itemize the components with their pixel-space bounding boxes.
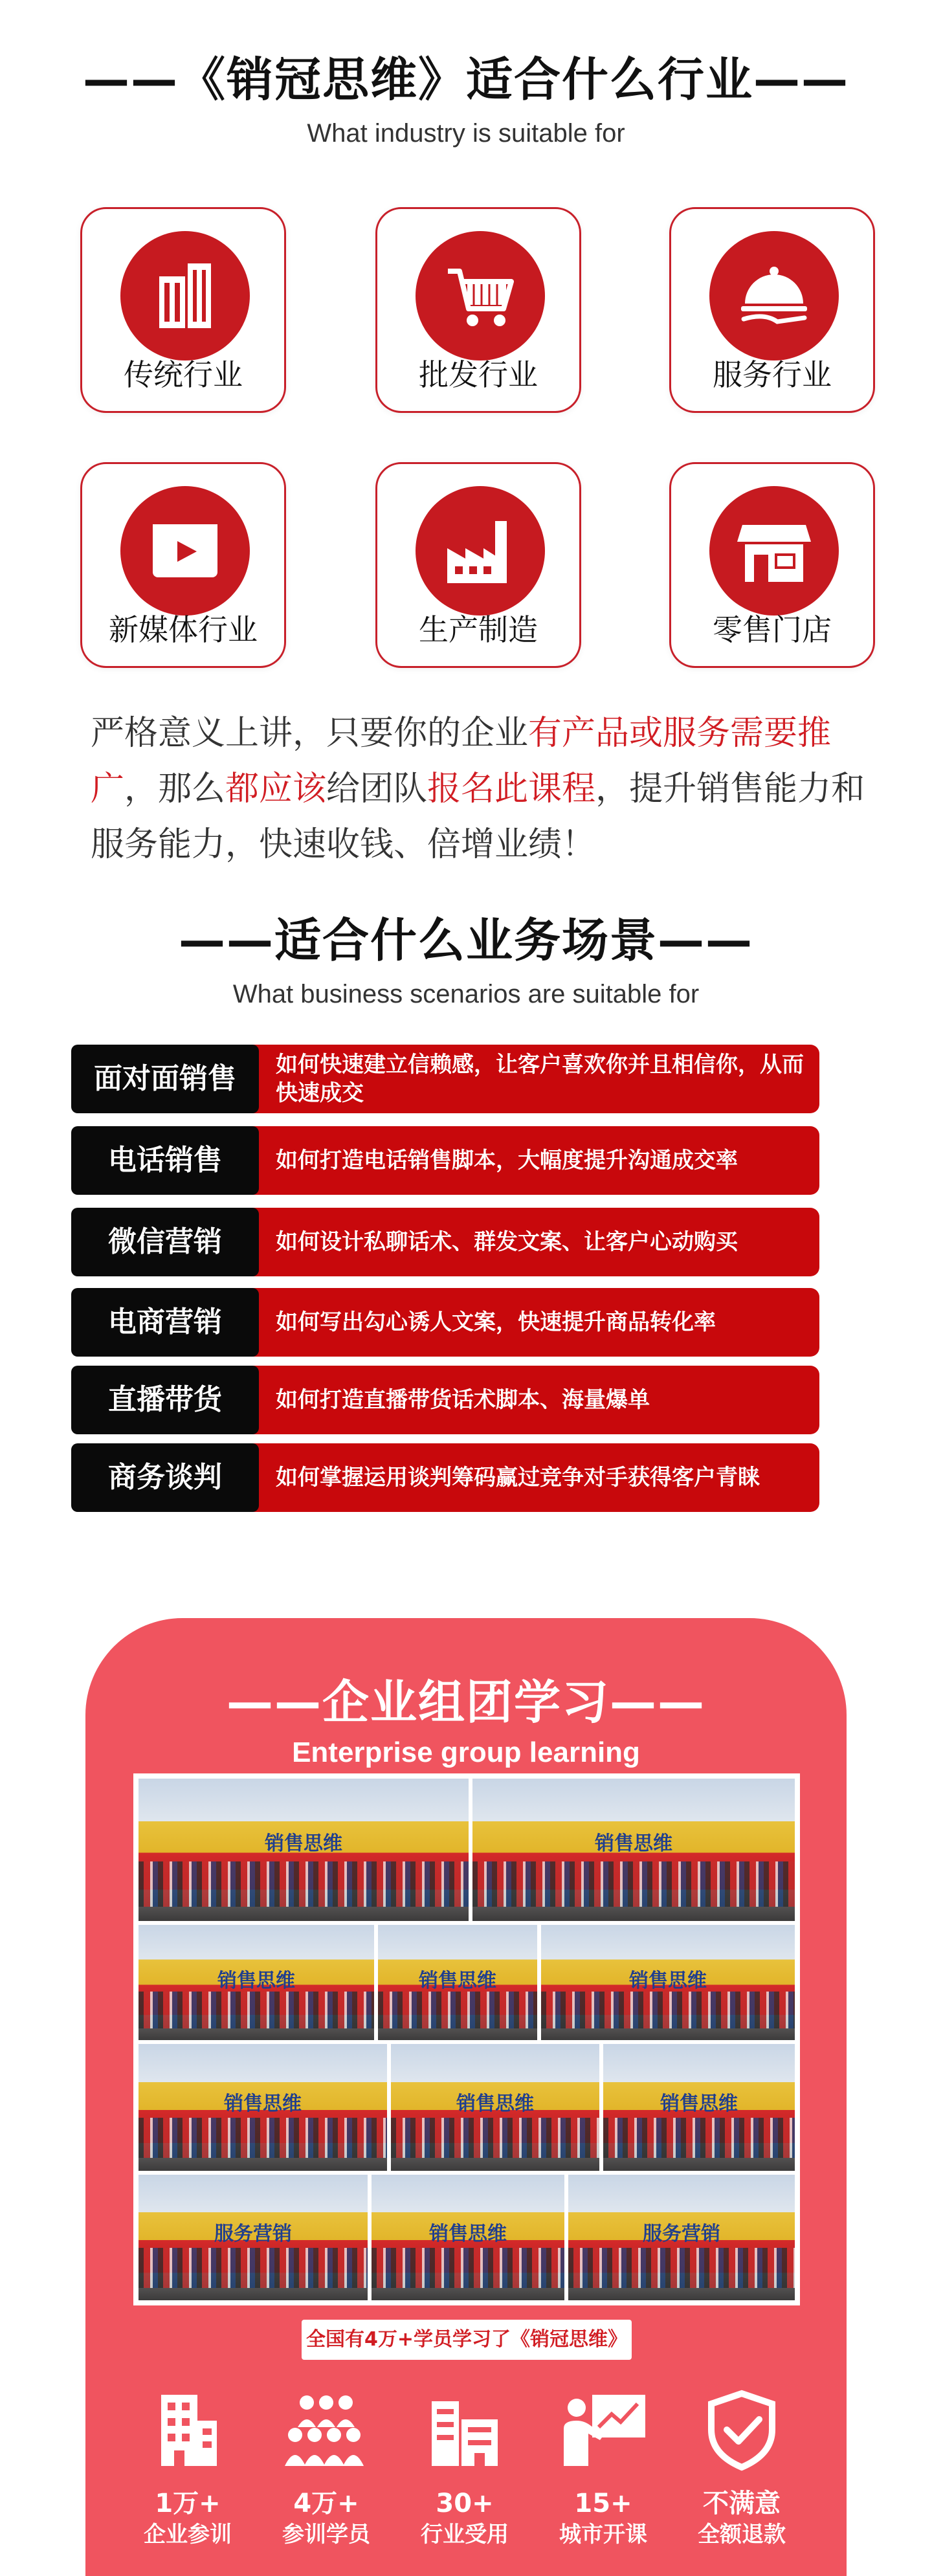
industry-card-wholesale <box>375 207 581 413</box>
stat-learners: 4万+ 参训学员 <box>261 2382 391 2549</box>
scenario-tag: 微信营销 <box>71 1208 259 1276</box>
industry-section-header <box>0 44 932 151</box>
scenario-row <box>71 1045 819 1113</box>
group-photo: 销售思维 <box>472 1779 795 1921</box>
industry-card-manufacturing <box>375 462 581 668</box>
scenario-tag: 直播带货 <box>71 1366 259 1434</box>
scenario-desc: 如何打造电话销售脚本，大幅度提升沟通成交率 <box>252 1126 819 1195</box>
storefront-icon <box>709 486 839 616</box>
scenario-section-header <box>0 905 932 1012</box>
group-photo-collage <box>133 1773 800 2305</box>
industry-card-label: 传统行业 <box>124 357 243 392</box>
teacher-board-icon <box>538 2382 668 2472</box>
group-photo: 销售思维 <box>391 2044 599 2171</box>
industry-buildings-icon <box>400 2382 529 2472</box>
scenario-tag: 商务谈判 <box>71 1443 259 1512</box>
industry-card-new-media <box>80 462 286 668</box>
building-icon <box>120 231 250 361</box>
stat-industries: 30+ 行业受用 <box>400 2382 529 2549</box>
learner-count-badge: 全国有4万+学员学习了《销冠思维》 <box>302 2320 632 2360</box>
suitability-paragraph: 严格意义上讲，只要你的企业有产品或服务需要推广，那么都应该给团队报名此课程，提升销售能力和服务能力，快速收钱、倍增业绩！ <box>91 714 865 864</box>
group-photo: 销售思维 <box>541 1925 795 2040</box>
industry-card-label: 服务行业 <box>713 357 832 392</box>
scenario-row <box>71 1443 819 1512</box>
industry-card-retail <box>669 462 875 668</box>
group-photo: 服务营销 <box>139 2175 368 2300</box>
stat-cities: 15+ 城市开课 <box>538 2382 668 2549</box>
scenario-tag: 电话销售 <box>71 1126 259 1195</box>
enterprise-panel <box>85 1618 847 2576</box>
office-building-icon <box>123 2382 252 2472</box>
scenario-section-title: ——适合什么业务场景—— <box>178 913 753 968</box>
scenario-desc: 如何掌握运用谈判筹码赢过竞争对手获得客户青睐 <box>252 1443 819 1512</box>
enterprise-subtitle: Enterprise group learning <box>292 1737 640 1768</box>
stat-refund: 不满意 全额退款 <box>677 2382 806 2549</box>
factory-icon <box>416 486 545 616</box>
scenario-row <box>71 1366 819 1434</box>
group-photo: 销售思维 <box>139 2044 387 2171</box>
scenario-desc: 如何写出勾心诱人文案，快速提升商品转化率 <box>252 1288 819 1357</box>
industry-card-label: 新媒体行业 <box>109 612 258 647</box>
industry-card-label: 零售门店 <box>713 612 832 647</box>
group-photo: 销售思维 <box>372 2175 564 2300</box>
industry-card-label: 生产制造 <box>419 612 538 647</box>
serving-cloche-icon <box>709 231 839 361</box>
group-photo: 服务营销 <box>568 2175 795 2300</box>
group-photo: 销售思维 <box>139 1779 469 1921</box>
enterprise-title: ——企业组团学习—— <box>226 1675 705 1729</box>
industry-card-service <box>669 207 875 413</box>
scenario-desc: 如何设计私聊话术、群发文案、让客户心动购买 <box>252 1208 819 1276</box>
industry-section-title: ——《销冠思维》适合什么行业—— <box>82 52 849 107</box>
video-play-icon <box>120 486 250 616</box>
stat-enterprises: 1万+ 企业参训 <box>123 2382 252 2549</box>
people-group-icon <box>261 2382 391 2472</box>
industry-card-traditional <box>80 207 286 413</box>
scenario-tag: 电商营销 <box>71 1288 259 1357</box>
group-photo: 销售思维 <box>603 2044 795 2171</box>
scenario-tag: 面对面销售 <box>71 1045 259 1113</box>
shopping-cart-icon <box>416 231 545 361</box>
industry-section-subtitle: What industry is suitable for <box>307 119 625 148</box>
scenario-desc: 如何打造直播带货话术脚本、海量爆单 <box>252 1366 819 1434</box>
scenario-row <box>71 1126 819 1195</box>
scenario-desc: 如何快速建立信赖感，让客户喜欢你并且相信你，从而快速成交 <box>252 1045 819 1113</box>
group-photo: 销售思维 <box>378 1925 537 2040</box>
industry-card-label: 批发行业 <box>419 357 538 392</box>
group-photo: 销售思维 <box>139 1925 374 2040</box>
scenario-row <box>71 1208 819 1276</box>
shield-check-icon <box>677 2382 806 2472</box>
scenario-row <box>71 1288 819 1357</box>
scenario-section-subtitle: What business scenarios are suitable for <box>232 980 700 1008</box>
